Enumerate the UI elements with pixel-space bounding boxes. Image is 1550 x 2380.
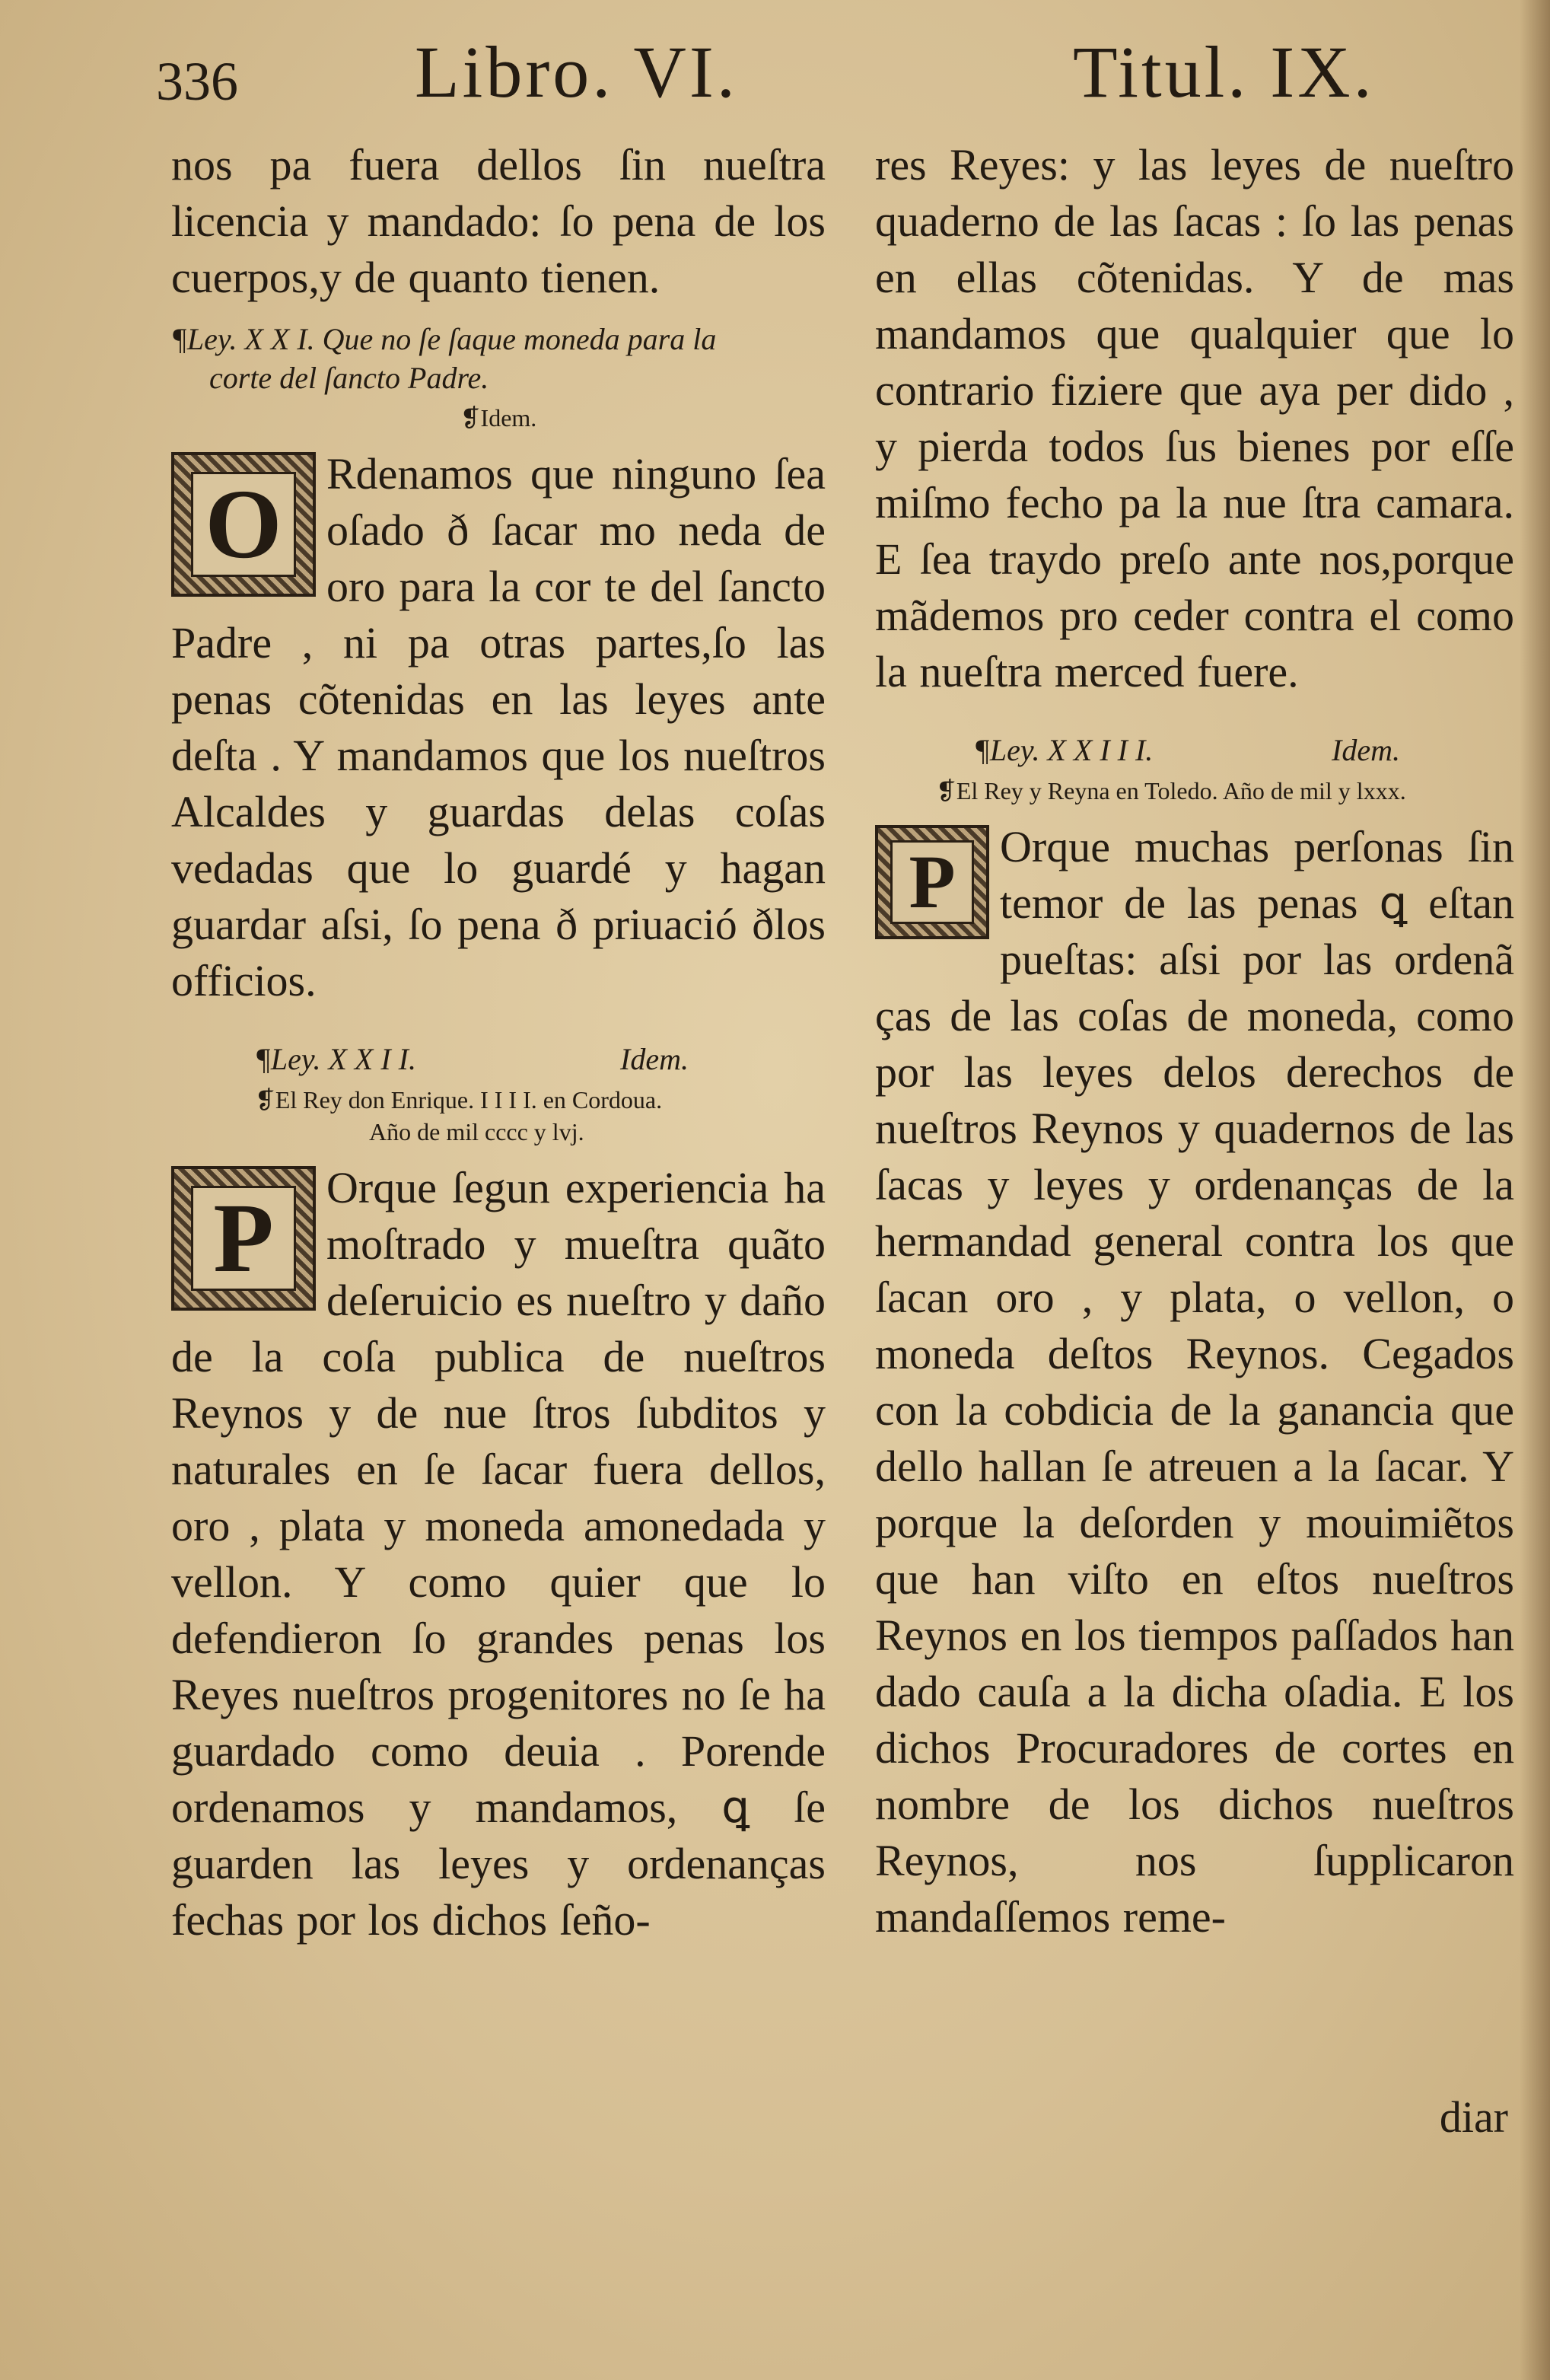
decorated-initial-p [171, 1166, 316, 1311]
law-22-idem: Idem. [620, 1042, 689, 1076]
initial-letter: P [890, 840, 974, 924]
title-heading: Titul. IX. [1073, 31, 1375, 113]
law-22-heading-text: ¶Ley. X X I I. [255, 1042, 416, 1076]
book-heading: Libro. VI. [415, 31, 738, 113]
decorated-initial-o [171, 452, 316, 597]
law-22-body [171, 1160, 826, 1948]
law-23-source: ❡El Rey y Reyna en Toledo. Año de mil y lxxx. [936, 777, 1406, 804]
law-23-heading [974, 731, 1514, 770]
law-22-heading [255, 1040, 826, 1079]
law-22 [171, 1040, 826, 1948]
page-edge-shadow [1520, 0, 1550, 2380]
right-column [875, 137, 1514, 2344]
law-22-text: Orque ſegun experiencia ha moſtrado y mueſtra quãto deſeruicio es nueſtro y daño de la coſa publica de nueſtros Reynos y de nue ſtros ſubditos y naturales en ſe ſacar fuera dellos, oro , plata y moneda amonedada y vellon. Y como quier que lo defendieron ſo grandes penas los Reyes nueſtros progenitores no ſe ha guardado como deuia . Porende ordenamos y mandamos, ꝗ ſe guarden las leyes y ordenanças fechas por los dichos ſeño- [171, 1163, 826, 1945]
law-23 [875, 731, 1514, 1945]
law-21-heading-cont: corte del ſancto Padre. [209, 361, 489, 395]
law-23-body [875, 819, 1514, 1945]
decorated-initial-p [875, 825, 989, 939]
law-21 [171, 320, 826, 1009]
law-21-heading: ¶Ley. X X I. Que no ſe ſaque moneda para la [171, 322, 717, 356]
initial-letter: P [191, 1186, 296, 1291]
law-23-idem: Idem. [1332, 733, 1400, 767]
law-21-text: Rdenamos que ninguno ſea oſado ð ſacar mo neda de oro para la cor te del ſancto Padre , ni pa otras partes,ſo las penas cõtenidas en las leyes ante deſta . Y mandamos que los nueſtros Alcaldes y guardas delas coſas vedadas que lo guardé y hagan guardar aſsi, ſo pena ð priuació ðlos officios. [171, 449, 826, 1005]
page-number: 336 [156, 51, 238, 112]
initial-letter: O [191, 472, 296, 577]
law-22-source-line2: Año de mil cccc y lvj. [369, 1118, 584, 1145]
opening-paragraph-left: nos pa fuera dellos ſin nueſtra licencia y mandado: ſo pena de los cuerpos,y de quanto tienen. [171, 140, 826, 302]
left-column [171, 137, 826, 2344]
law-22-source-line1: ❡El Rey don Enrique. I I I I. en Cordoua. [255, 1086, 663, 1114]
opening-paragraph-right: res Reyes: y las leyes de nueſtro quaderno de las ſacas : ſo las penas en ellas cõtenidas. Y de mas mandamos que qualquier que lo contrario fiziere que aya per dido , y pierda todos ſus bienes por eſſe miſmo fecho pa la nue ſtra camara. E ſea traydo preſo ante nos,porque mãdemos pro ceder contra el como la nueſtra merced fuere. [875, 140, 1514, 696]
law-21-source: ❡Idem. [460, 404, 537, 432]
law-23-heading-text: ¶Ley. X X I I I. [974, 733, 1154, 767]
catchword: diar [1439, 2092, 1508, 2142]
law-23-text: Orque muchas perſonas ſin temor de las penas ꝗ eſtan pueſtas: aſsi por las ordenã ças de las coſas de moneda, como por las leyes delos derechos de nueſtros Reynos y quadernos de las ſacas y leyes y ordenanças de la hermandad general contra los que ſacan oro , y plata, o vellon, o moneda deſtos Reynos. Cegados con la cobdicia de la ganancia que dello hallan ſe atreuen a la ſacar. Y porque la deſorden y mouimiẽtos que han viſto en eſtos nueſtros Reynos en los tiempos paſſados han dado cauſa a la dicha oſadia. E los dichos Procuradores de cortes en nombre de los dichos nueſtros Reynos, nos ſupplicaron mandaſſemos reme- [875, 822, 1514, 1942]
running-header [156, 30, 1510, 114]
law-21-body [171, 446, 826, 1009]
